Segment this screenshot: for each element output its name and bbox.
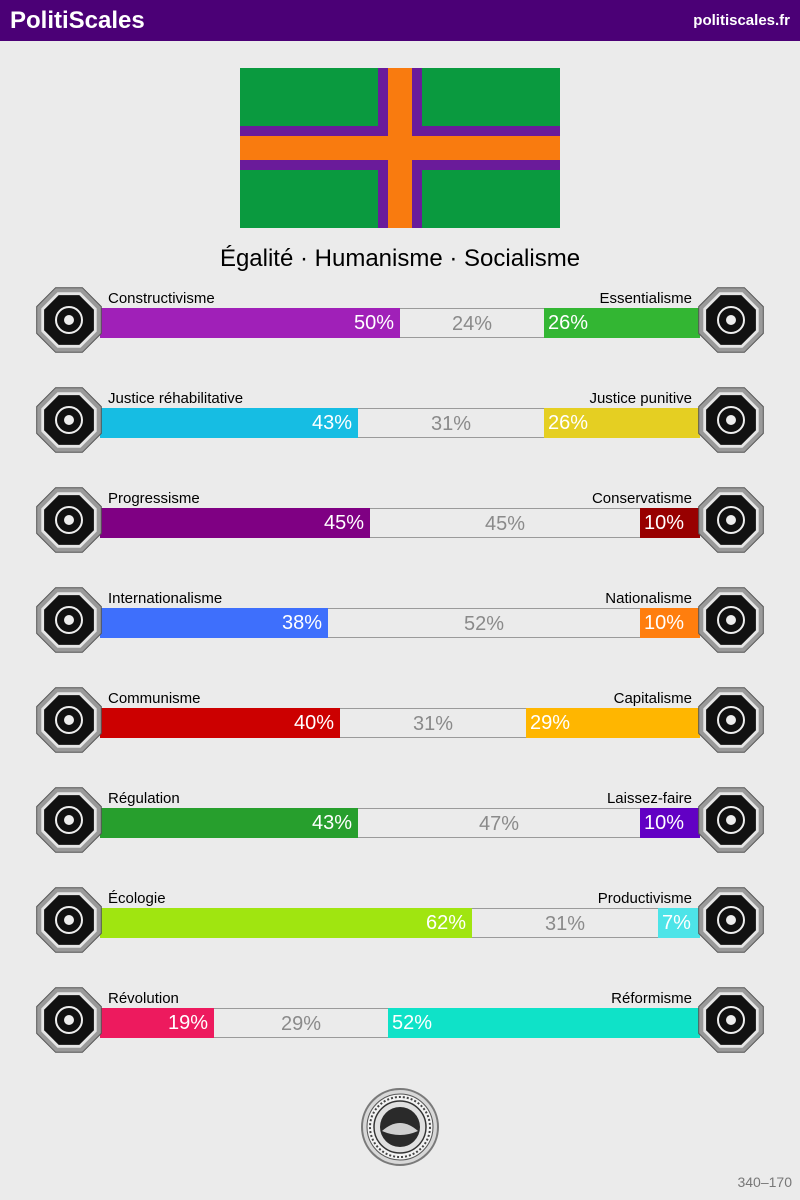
seal-icon [360, 1087, 440, 1167]
axis-row [0, 790, 800, 870]
axis-bar [100, 808, 700, 838]
brand-title: PolitiScales [10, 7, 145, 34]
flag-icon [695, 584, 767, 656]
globe-laurel-icon [33, 584, 105, 656]
axis-right-value: 10% [640, 608, 700, 638]
axis-right-value: 52% [388, 1008, 700, 1038]
footer-code: 340–170 [737, 1174, 792, 1190]
axis-left-label: Régulation [108, 790, 180, 807]
slogan: Égalité · Humanisme · Socialisme [219, 245, 581, 272]
axis-left-value: 43% [100, 808, 358, 838]
axis-right-value: 10% [640, 508, 700, 538]
axis-neutral-value: 52% [328, 608, 640, 638]
axis-neutral-value: 47% [358, 808, 640, 838]
axis-right-value: 29% [526, 708, 700, 738]
axis-neutral-value: 31% [472, 908, 658, 938]
quill-pen-icon [695, 484, 767, 556]
axis-left-value: 19% [100, 1008, 214, 1038]
axis-right-label: Réformisme [611, 990, 692, 1007]
axis-neutral-value: 45% [370, 508, 640, 538]
axis-left-label: Communisme [108, 690, 201, 707]
axis-left-value: 43% [100, 408, 358, 438]
eye-icon [33, 284, 105, 356]
axis-neutral-value: 29% [214, 1008, 388, 1038]
axis-left-label: Internationalisme [108, 590, 223, 607]
axis-row [0, 590, 800, 670]
axis-right-value: 26% [544, 408, 700, 438]
header-bar [0, 0, 800, 41]
hammer-sickle-icon [33, 684, 105, 756]
money-bag-icon [695, 684, 767, 756]
axis-left-label: Progressisme [108, 490, 200, 507]
axis-row [0, 890, 800, 970]
axis-bar [100, 508, 700, 538]
axis-neutral-value: 24% [400, 308, 544, 338]
parliament-icon [695, 984, 767, 1056]
axis-row [0, 390, 800, 470]
axis-right-label: Laissez-faire [606, 790, 692, 807]
axis-left-value: 45% [100, 508, 370, 538]
axis-left-value: 40% [100, 708, 340, 738]
axis-right-label: Capitalisme [613, 690, 692, 707]
axis-right-label: Essentialisme [599, 290, 692, 307]
axis-bar [100, 1008, 700, 1038]
axis-left-label: Constructivisme [108, 290, 215, 307]
axis-right-value: 10% [640, 808, 700, 838]
axis-right-value: 7% [658, 908, 700, 938]
axis-bar [100, 408, 700, 438]
flag-image [240, 68, 560, 228]
axis-left-label: Écologie [108, 890, 166, 907]
axis-right-value: 26% [544, 308, 700, 338]
dna-flower-icon [695, 284, 767, 356]
axis-left-value: 62% [100, 908, 472, 938]
axis-left-value: 38% [100, 608, 328, 638]
axis-right-label: Conservatisme [591, 490, 692, 507]
axis-right-label: Productivisme [597, 890, 692, 907]
axis-bar [100, 308, 700, 338]
sprout-icon [33, 884, 105, 956]
axis-bar [100, 608, 700, 638]
axis-left-value: 50% [100, 308, 400, 338]
axis-neutral-value: 31% [358, 408, 544, 438]
site-url: politiscales.fr [693, 12, 790, 29]
axis-row [0, 490, 800, 570]
axis-row [0, 690, 800, 770]
handshake-icon [33, 384, 105, 456]
axis-row [0, 290, 800, 370]
butterfly-icon [695, 784, 767, 856]
gear-icon [695, 884, 767, 956]
axis-right-label: Justice punitive [589, 390, 692, 407]
axis-bar [100, 908, 700, 938]
prison-bars-icon [695, 384, 767, 456]
fist-icon [33, 984, 105, 1056]
axis-right-label: Nationalisme [605, 590, 692, 607]
axis-neutral-value: 31% [340, 708, 526, 738]
rocket-icon [33, 484, 105, 556]
ruler-compass-icon [33, 784, 105, 856]
axis-row [0, 990, 800, 1070]
axis-left-label: Révolution [108, 990, 179, 1007]
axis-left-label: Justice réhabilitative [108, 390, 244, 407]
axis-bar [100, 708, 700, 738]
